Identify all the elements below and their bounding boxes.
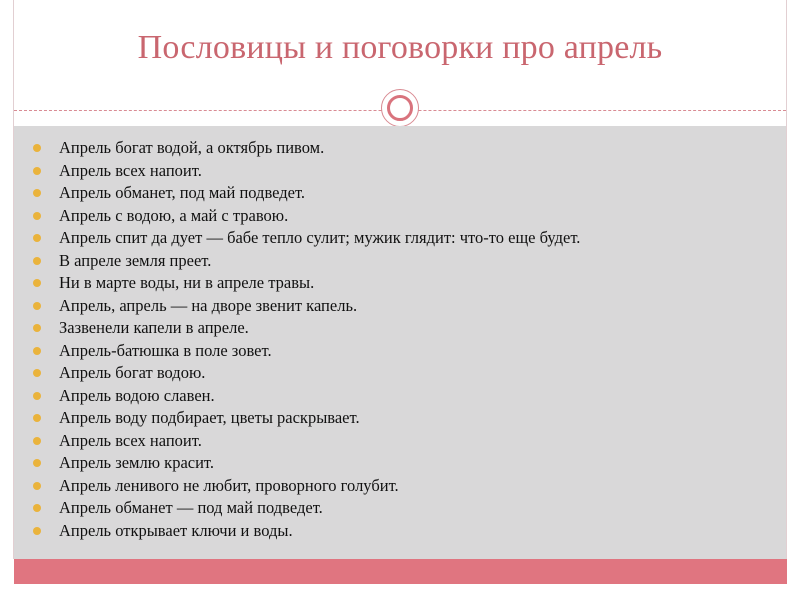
bullet-icon <box>33 527 41 535</box>
bullet-icon <box>33 369 41 377</box>
list-item <box>14 475 784 498</box>
proverb-text: В апреле земля преет. <box>59 250 212 270</box>
slide-title: Пословицы и поговорки про апрель <box>137 29 663 66</box>
list-item <box>14 295 784 318</box>
list-item <box>14 272 784 295</box>
proverb-text: Апрель с водою, а май с травою. <box>59 205 289 225</box>
proverb-text: Апрель обманет — под май подведет. <box>59 498 323 517</box>
bullet-icon <box>33 324 41 332</box>
bullet-icon <box>33 234 41 242</box>
bullet-icon <box>33 482 41 490</box>
bullet-icon <box>33 504 41 512</box>
bullet-icon <box>33 414 41 422</box>
proverb-text: Ни в марте воды, ни в апреле травы. <box>59 273 315 292</box>
proverb-text: Апрель богат водою. <box>59 363 206 382</box>
bullet-icon <box>33 302 41 310</box>
list-item <box>14 137 784 160</box>
list-item <box>14 385 784 408</box>
list-item <box>14 430 784 453</box>
list-item <box>14 497 784 520</box>
list-item <box>14 362 784 385</box>
bullet-icon <box>33 189 41 197</box>
proverb-text: Апрель всех напоит. <box>59 430 202 450</box>
inner-circle-icon <box>387 95 413 121</box>
bullet-icon <box>33 144 41 152</box>
proverb-text: Апрель обманет, под май подведет. <box>59 183 306 202</box>
list-item <box>14 250 784 273</box>
list-item <box>14 407 784 430</box>
bullet-icon <box>33 437 41 445</box>
list-item <box>14 340 784 363</box>
proverb-text: Апрель-батюшка в поле зовет. <box>59 340 272 360</box>
bullet-icon <box>33 167 41 175</box>
bullet-icon <box>33 279 41 287</box>
proverb-text: Апрель воду подбирает, цветы раскрывает. <box>59 408 360 427</box>
bullet-icon <box>33 347 41 355</box>
proverb-text: Апрель спит да дует — бабе тепло сулит; мужик глядит: что-то еще будет. <box>59 228 581 247</box>
proverb-text: Апрель, апрель — на дворе звенит капель. <box>59 295 358 315</box>
double-circle-icon <box>381 89 419 127</box>
list-item <box>14 227 784 250</box>
proverb-text: Зазвенели капели в апреле. <box>59 318 249 337</box>
proverb-text: Апрель ленивого не любит, проворного голубит. <box>59 475 399 495</box>
proverb-text: Апрель землю красит. <box>59 453 215 472</box>
list-item <box>14 520 784 543</box>
list-item <box>14 205 784 228</box>
proverb-text: Апрель богат водой, а октябрь пивом. <box>59 138 325 157</box>
proverb-text: Апрель всех напоит. <box>59 160 202 180</box>
frame-right-border <box>786 0 787 559</box>
proverb-list <box>14 137 784 542</box>
bullet-icon <box>33 459 41 467</box>
bullet-icon <box>33 392 41 400</box>
list-item <box>14 182 784 205</box>
list-item <box>14 317 784 340</box>
footer-bar <box>14 559 787 584</box>
bullet-icon <box>33 257 41 265</box>
proverb-text: Апрель открывает ключи и воды. <box>59 520 293 540</box>
list-item <box>14 160 784 183</box>
proverb-text: Апрель водою славен. <box>59 385 215 405</box>
bullet-icon <box>33 212 41 220</box>
list-item <box>14 452 784 475</box>
